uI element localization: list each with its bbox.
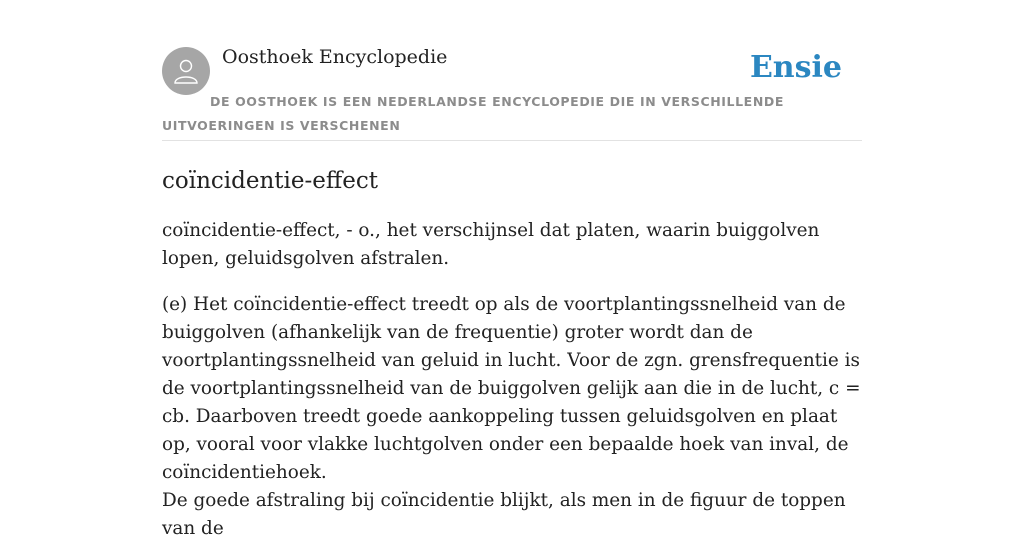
article-paragraph-1: coïncidentie-effect, - o., het verschijnsel dat platen, waarin buiggolven lopen, geluidsgolven afstralen. (162, 220, 820, 269)
site-title[interactable]: Oosthoek Encyclopedie (222, 46, 448, 68)
user-icon (171, 56, 201, 86)
site-header (162, 0, 862, 141)
page (162, 0, 862, 543)
site-tagline: DE OOSTHOEK IS EEN NEDERLANDSE ENCYCLOPEDIE DIE IN VERSCHILLENDE UITVOERINGEN IS VERSCHENEN (162, 94, 784, 133)
article-paragraph-2: (e) Het coïncidentie-effect treedt op als de voortplantingssnelheid van de buiggolven (afhankelijk van de frequentie) groter wordt dan de voortplantingssnelheid van geluid in lucht. Voor de zgn. grensfrequentie is de voortplantingssnelheid van de buiggolven gelijk aan die in de lucht, c = cb. Daarboven treedt goede aankoppeling tussen geluidsgolven en plaat op, vooral voor vlakke luchtgolven onder een bepaalde hoek van inval, de coïncidentiehoek. De goede afstraling bij coïncidentie blijkt, als men in de figuur de toppen van de (162, 294, 861, 539)
article-title: coïncidentie-effect (162, 168, 378, 194)
author-avatar[interactable] (162, 47, 210, 95)
brand-logo[interactable]: Ensie (749, 50, 842, 85)
